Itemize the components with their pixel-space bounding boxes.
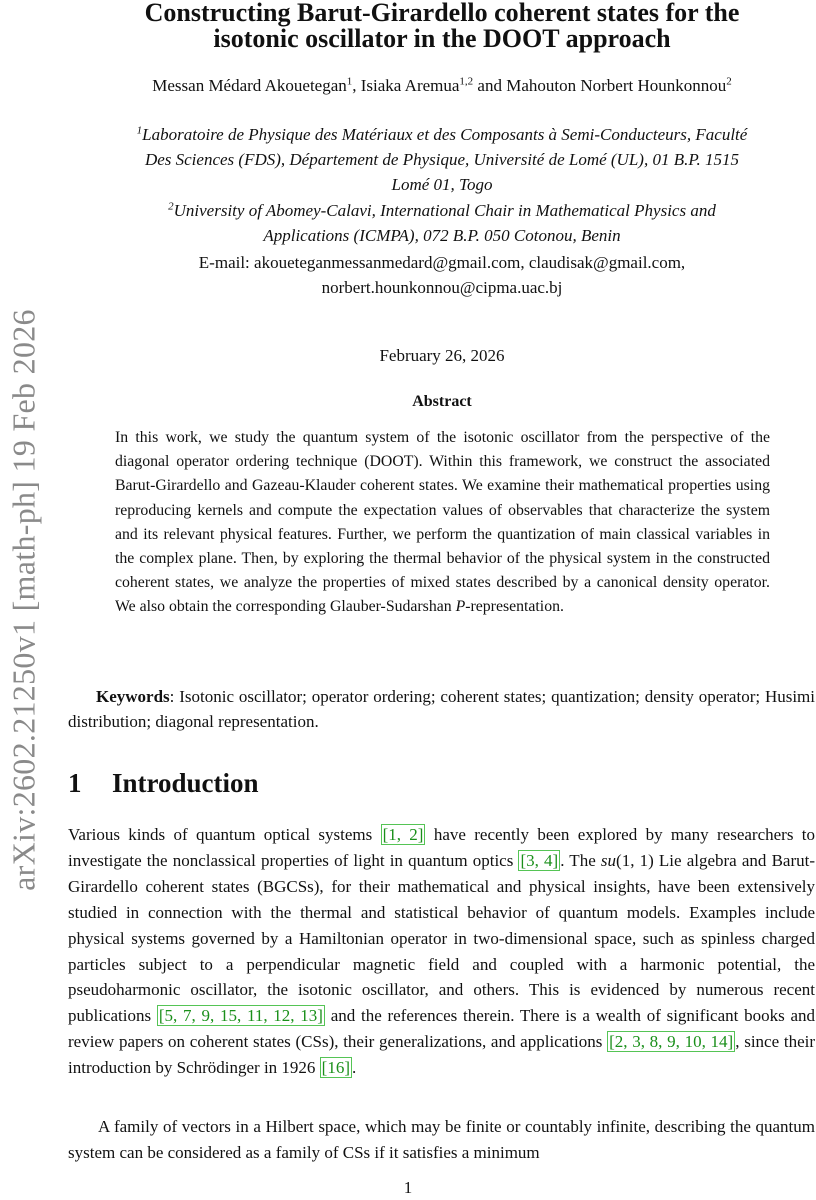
abstract-text-end: -representation.: [465, 598, 564, 616]
citation-link[interactable]: [5, 7, 9, 15, 11, 12, 13]: [158, 1006, 323, 1026]
abstract-math-p: P: [455, 598, 466, 616]
affiliation-2-marker: 2: [168, 200, 174, 213]
author-3-affiliation: 2: [726, 75, 732, 88]
affiliation-1-line-2: Des Sciences (FDS), Département de Physique, Université de Lomé (UL), 01 B.P. 1515: [144, 150, 740, 169]
author-3: Mahouton Norbert Hounkonnou: [506, 76, 727, 95]
author-1-affiliation: 1: [346, 75, 353, 88]
affiliation-2-line-2: Applications (ICMPA), 072 B.P. 050 Cotonou, Benin: [263, 226, 621, 245]
author-list: [70, 76, 814, 96]
author-separator: ,: [352, 76, 361, 95]
affiliation-1-line-1: Laboratoire de Physique des Matériaux et des Composants à Semi-Conducteurs, Faculté: [142, 125, 748, 144]
email-block: [70, 250, 814, 300]
math-su: su: [600, 850, 617, 870]
page-number: 1: [403, 1178, 413, 1197]
abstract-text: In this work, we study the quantum system of the isotonic oscillator from the perspective of the diagonal operator ordering technique (DOOT). Within this framework, we construct the associated Barut-Girardello and Gazeau-Klauder coherent states. We examine their mathematical properties using reproducing kernels and compute the expectation values of observables that characterize the system and its relevant physical features. Further, we perform the quantization of main classical variables in the complex plane. Then, by exploring the thermal behavior of the physical system in the constructed coherent states, we analyze the properties of mixed states described by a canonical density operator. We also obtain the corresponding Glauber-Sudarshan: [115, 429, 770, 616]
affiliation-1-marker: 1: [136, 124, 143, 137]
intro-paragraph-2: A family of vectors in a Hilbert space, which may be finite or countably infinite, describing the quantum system can be considered as a family of CSs if it satisfies a minimum: [68, 1117, 815, 1162]
title-line-2: isotonic oscillator in the DOOT approach: [213, 24, 671, 53]
citation-link[interactable]: [2, 3, 8, 9, 10, 14]: [609, 1032, 734, 1052]
title-line-1: Constructing Barut-Girardello coherent states for the: [144, 0, 740, 27]
affiliation-2: [80, 198, 804, 248]
author-1: Messan Médard Akouetegan: [152, 76, 347, 95]
arxiv-identifier: arXiv:2602.21250v1 [math-ph] 19 Feb 2026: [5, 309, 42, 891]
paragraph-text: and the references therein. There is a wealth of significant books and review papers on coherent states (CSs), their generalizations, and applications: [68, 1006, 815, 1052]
abstract-body: [115, 426, 770, 620]
paragraph-text: , since their introduction by Schrödinger in 1926: [68, 1032, 816, 1078]
affiliation-1-line-3: Lomé 01, Togo: [391, 175, 493, 194]
paragraph-text: (1, 1) Lie algebra and Barut-Girardello coherent states (BGCSs), for their mathematical and physical insights, have been extensively studied in connection with the thermal and statistical behavior of quantum models. Examples include physical systems governed by a Hamiltonian operator in two-dimensional space, such as spinless charged particles subject to a perpendicular magnetic field and coupled with a harmonic potential, the pseudoharmonic oscillator, the isotonic oscillator, and others. This is evidenced by numerous recent publications: [68, 850, 816, 1026]
author-2-affiliation: 1,2: [459, 75, 474, 88]
author-2: Isiaka Aremua: [360, 76, 460, 95]
keywords: [68, 684, 815, 734]
paragraph-text: . The: [560, 850, 601, 870]
paragraph-text: .: [352, 1058, 357, 1078]
citation-link[interactable]: [16]: [321, 1058, 350, 1078]
citation-link[interactable]: [1, 2]: [382, 825, 424, 844]
citation-link[interactable]: [3, 4]: [520, 850, 559, 870]
section-title: Introduction: [112, 768, 259, 798]
paper-date: February 26, 2026: [379, 346, 505, 365]
abstract-heading: Abstract: [412, 393, 472, 410]
section-number: 1: [68, 768, 82, 798]
keywords-label: Keywords: [96, 687, 170, 706]
affiliation-2-line-1: University of Abomey-Calavi, International Chair in Mathematical Physics and: [173, 201, 716, 220]
keywords-text: : Isotonic oscillator; operator ordering; coherent states; quantization; density operator; Husimi distribution; diagonal representation.: [68, 687, 815, 731]
author-separator: and: [473, 76, 507, 95]
paragraph-text: Various kinds of quantum optical systems: [68, 825, 381, 844]
paragraph-text: have recently been explored by many researchers to investigate the nonclassical properties of light in quantum optics: [68, 825, 816, 870]
affiliation-1: [80, 122, 804, 197]
paper-title: [70, 0, 814, 52]
email-line-1: E-mail: akoueteganmessanmedard@gmail.com, claudisak@gmail.com,: [198, 253, 686, 272]
intro-paragraph-1: [68, 822, 815, 1081]
email-line-2: norbert.hounkonnou@cipma.uac.bj: [321, 278, 563, 297]
